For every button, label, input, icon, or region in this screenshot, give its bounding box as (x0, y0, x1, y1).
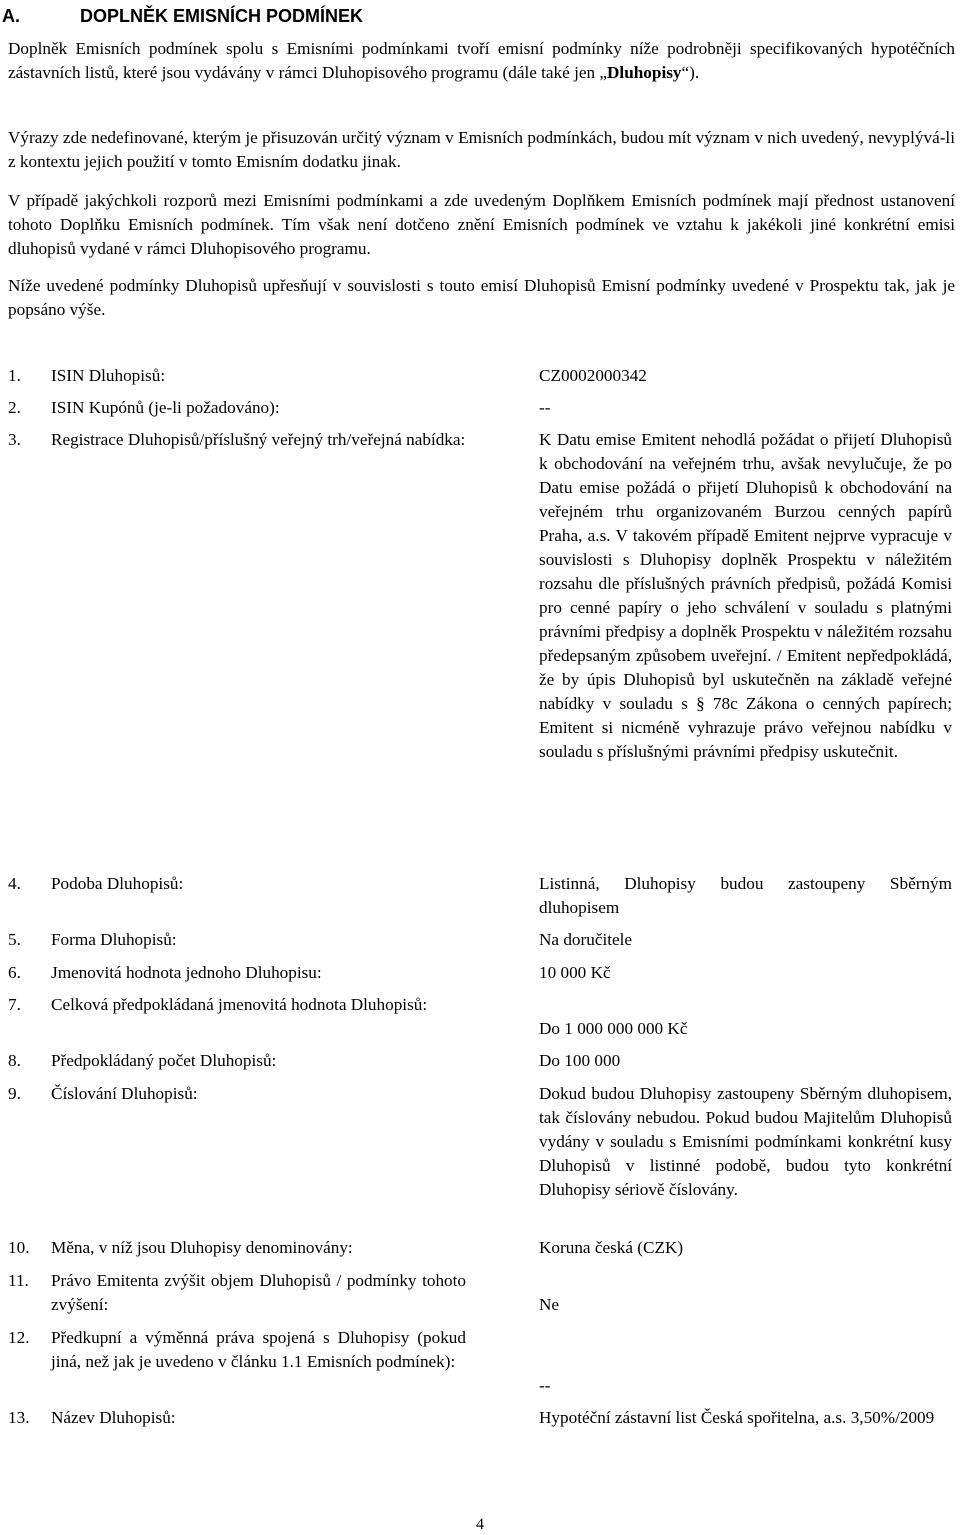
intro-paragraph-3: V případě jakýchkoli rozporů mezi Emisními podmínkami a zde uvedeným Doplňkem Emisních podmínek mají přednost ustanovení tohoto Doplňku Emisních podmínek. Tím však není dotčeno znění Emisních podmínek ve vztahu k jakékoli jiné konkrétní emisi dluhopisů vydané v rámci Dluhopisového programu. (8, 191, 955, 258)
term-number: 10. (8, 1238, 30, 1257)
term-value: Do 1 000 000 000 Kč (539, 1019, 688, 1038)
term-label: Forma Dluhopisů: (51, 930, 177, 949)
term-number: 6. (8, 963, 21, 982)
term-label: Název Dluhopisů: (51, 1408, 176, 1427)
term-number: 7. (8, 995, 21, 1014)
term-number: 8. (8, 1051, 21, 1070)
intro-paragraph-4: Níže uvedené podmínky Dluhopisů upřesňují v souvislosti s touto emisí Dluhopisů Emisní podmínky uvedené v Prospektu tak, jak je popsáno výše. (8, 276, 955, 319)
intro-text-end: “). (681, 63, 700, 82)
term-label: ISIN Kupónů (je-li požadováno): (51, 398, 280, 417)
term-value: -- (539, 398, 551, 417)
term-value: CZ0002000342 (539, 366, 647, 385)
section-title: DOPLNĚK EMISNÍCH PODMÍNEK (80, 6, 364, 26)
term-label: Registrace Dluhopisů/příslušný veřejný trh/veřejná nabídka: (51, 430, 466, 449)
term-value: Listinná, Dluhopisy budou zastoupeny Sběrným dluhopisem (539, 874, 952, 917)
term-label: Předkupní a výměnná práva spojená s Dluhopisy (pokud jiná, než jak je uvedeno v článku 1.1 Emisních podmínek): (51, 1328, 466, 1371)
term-number: 3. (8, 430, 21, 449)
section-heading (2, 5, 363, 27)
term-number: 11. (8, 1271, 29, 1290)
intro-paragraph-1 (8, 37, 955, 85)
term-number: 2. (8, 398, 21, 417)
term-number: 12. (8, 1328, 30, 1347)
term-value: Ne (539, 1295, 560, 1314)
term-number: 1. (8, 366, 21, 385)
term-label: Předpokládaný počet Dluhopisů: (51, 1051, 277, 1070)
term-value: Na doručitele (539, 930, 633, 949)
term-value: K Datu emise Emitent nehodlá požádat o přijetí Dluhopisů k obchodování na veřejném trhu, avšak nevylučuje, že po Datu emise požádá o přijetí Dluhopisů k obchodování na veřejném trhu organizovaném Burzou cenných papírů Praha, a.s. V takovém případě Emitent nejprve vypracuje v souvislosti s Dluhopisy doplněk Prospektu v náležitém rozsahu dle příslušných právních předpisů, požádá Komisi pro cenné papíry o jeho schválení v souladu s platnými právními předpisy a doplněk Prospektu v náležitém rozsahu předepsaným způsobem uveřejní. / Emitent nepředpokládá, že by úpis Dluhopisů byl uskutečněn na základě veřejné nabídky v souladu s § 78c Zákona o cenných papírech; Emitent si nicméně vyhrazuje právo veřejnou nabídku v souladu s příslušnými právními předpisy uskutečnit. (539, 430, 952, 761)
intro-paragraph-2: Výrazy zde nedefinované, kterým je přisuzován určitý význam v Emisních podmínkách, budou mít význam v nich uvedený, nevyplývá-li z kontextu jejich použití v tomto Emisním dodatku jinak. (8, 128, 955, 171)
defined-term: Dluhopisy (607, 63, 682, 82)
term-number: 13. (8, 1408, 30, 1427)
term-number: 4. (8, 874, 21, 893)
intro-text: Doplněk Emisních podmínek spolu s Emisními podmínkami tvoří emisní podmínky níže podrobněji specifikovaných hypotéčních zástavních listů, které jsou vydávány v rámci Dluhopisového programu (dále také jen „ (8, 39, 955, 82)
term-value: Hypotéční zástavní list Česká spořitelna, a.s. 3,50%/2009 (539, 1408, 935, 1427)
term-label: Celková předpokládaná jmenovitá hodnota Dluhopisů: (51, 995, 428, 1014)
section-letter: A. (2, 6, 20, 26)
term-number: 5. (8, 930, 21, 949)
page-number: 4 (476, 1516, 484, 1533)
term-value: -- (539, 1376, 551, 1395)
term-value: Dokud budou Dluhopisy zastoupeny Sběrným dluhopisem, tak číslovány nebudou. Pokud budou Majitelům Dluhopisů vydány v souladu s Emisními podmínkami konkrétní kusy Dluhopisů v listinné podobě, budou tyto konkrétní Dluhopisy sériově číslovány. (539, 1084, 952, 1199)
term-label: Jmenovitá hodnota jednoho Dluhopisu: (51, 963, 322, 982)
term-value: Do 100 000 (539, 1051, 621, 1070)
term-label: Podoba Dluhopisů: (51, 874, 184, 893)
term-label: Číslování Dluhopisů: (51, 1084, 198, 1103)
term-label: ISIN Dluhopisů: (51, 366, 166, 385)
term-label: Měna, v níž jsou Dluhopisy denominovány: (51, 1238, 353, 1257)
term-label: Právo Emitenta zvýšit objem Dluhopisů / podmínky tohoto zvýšení: (51, 1271, 466, 1314)
term-value: 10 000 Kč (539, 963, 611, 982)
term-value: Koruna česká (CZK) (539, 1238, 684, 1257)
term-number: 9. (8, 1084, 21, 1103)
